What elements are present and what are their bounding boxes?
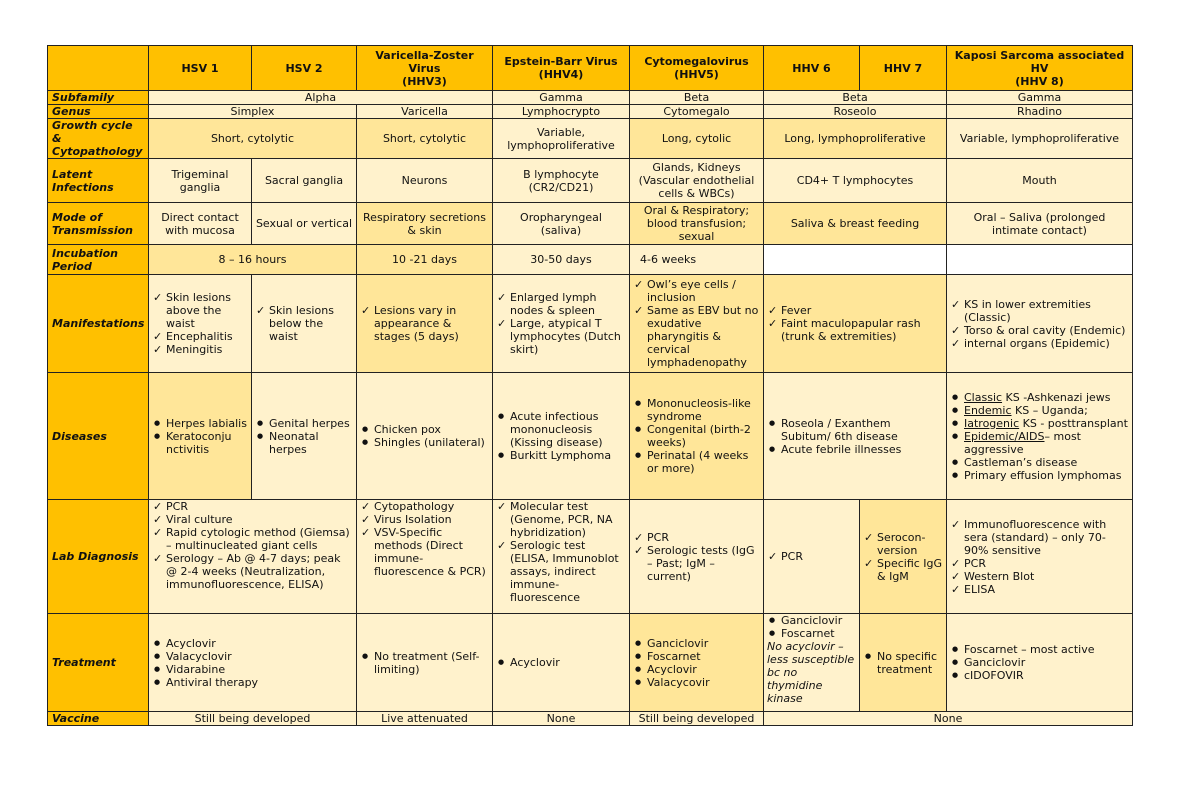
row-vaccine	[48, 712, 1133, 726]
treatment-vzv	[357, 614, 493, 712]
diseases-kshv-other-list	[950, 456, 1129, 482]
kshv-iatrogenic-desc: KS - posttransplant	[1019, 416, 1128, 430]
manifestations-hhv67	[764, 275, 947, 373]
diseases-hsv1	[149, 373, 252, 500]
label-treatment: Treatment	[48, 614, 149, 712]
latent-cmv-line2: (Vascular endothelial	[638, 174, 755, 187]
treatment-cmv-list	[633, 637, 760, 689]
diseases-hhv67	[764, 373, 947, 500]
lab-hsv	[149, 500, 357, 614]
label-transmission	[48, 203, 149, 245]
label-mode-line2: Transmission	[52, 223, 134, 237]
list-item: ✓ Enlarged lymph nodes & spleen	[510, 291, 626, 317]
lab-cmv	[630, 500, 764, 614]
latent-ebv-line1: B lymphocyte	[523, 167, 599, 181]
latent-ebv-line2: (CR2/CD21)	[528, 180, 594, 194]
treatment-vzv-list	[360, 650, 489, 676]
list-item: ● Ganciclovir	[647, 637, 760, 650]
header-hhv7: HHV 7	[860, 46, 947, 91]
lab-cmv-list	[633, 531, 760, 583]
latent-hsv1-line2: ganglia	[179, 180, 221, 194]
manifestations-hsv2-list	[255, 304, 353, 343]
list-item: ● cIDOFOVIR	[964, 669, 1129, 682]
lab-kshv	[947, 500, 1133, 614]
list-item: ● Foscarnet	[647, 650, 760, 663]
treatment-hsv-list	[152, 637, 353, 689]
label-incub-line2: Period	[52, 259, 92, 273]
diseases-hsv2-list	[255, 417, 353, 456]
treatment-hhv6-list	[767, 614, 856, 640]
header-vzv-line2: (HHV3)	[402, 74, 447, 88]
label-subfamily: Subfamily	[48, 91, 149, 105]
kshv-epidemic-term: Epidemic/AIDS	[964, 429, 1045, 443]
growth-ebv-line1: Variable,	[536, 125, 586, 139]
genus-vzv: Varicella	[357, 105, 493, 119]
growth-hhv67: Long, lymphoproliferative	[764, 119, 947, 159]
treatment-ebv	[493, 614, 630, 712]
mode-cmv	[630, 203, 764, 245]
header-ebv	[493, 46, 630, 91]
kshv-classic-desc: KS -Ashkenazi jews	[1002, 390, 1111, 404]
header-cmv-line1: Cytomegalovirus	[644, 55, 749, 68]
treatment-hhv6	[764, 614, 860, 712]
row-diseases	[48, 373, 1133, 500]
mode-vzv-line2: & skin	[407, 223, 442, 237]
kshv-iatrogenic-term: Iatrogenic	[964, 416, 1020, 430]
list-item: ✓ PCR	[781, 550, 856, 563]
subfamily-kshv: Gamma	[947, 91, 1133, 105]
mode-vzv	[357, 203, 493, 245]
treatment-hhv7	[860, 614, 947, 712]
header-cmv-line2: (HHV5)	[674, 68, 719, 81]
list-item: ✓ Specific IgG & IgM	[877, 557, 943, 583]
mode-kshv	[947, 203, 1133, 245]
genus-cmv: Cytomegalo	[630, 105, 764, 119]
diseases-hsv2	[252, 373, 357, 500]
treatment-hsv	[149, 614, 357, 712]
herpesvirus-comparison-table	[47, 45, 1133, 726]
lab-hhv7-list	[863, 531, 943, 583]
mode-cmv-line2: blood transfusion;	[646, 217, 747, 230]
diseases-hsv1-list	[152, 417, 248, 456]
lab-hhv7	[860, 500, 947, 614]
header-ebv-line2: (HHV4)	[538, 68, 584, 81]
mode-cmv-line1: Oral & Respiratory;	[643, 204, 750, 217]
growth-kshv: Variable, lymphoproliferative	[947, 119, 1133, 159]
vaccine-hhv: None	[764, 712, 1133, 726]
vaccine-cmv: Still being developed	[630, 712, 764, 726]
mode-ebv-line2: (saliva)	[540, 223, 582, 237]
list-item: ● Valacyclovir	[166, 650, 353, 663]
vaccine-ebv: None	[493, 712, 630, 726]
list-item: ● Ganciclovir	[781, 614, 856, 627]
header-hsv2: HSV 2	[252, 46, 357, 91]
list-item: ✓ Encephalitis	[166, 330, 248, 343]
incubation-kshv	[947, 245, 1133, 275]
list-item: ● Perinatal (4 weeks or more)	[647, 449, 760, 475]
label-manifestations: Manifestations	[48, 275, 149, 373]
list-item: ✓ Owl’s eye cells / inclusion	[647, 278, 760, 304]
label-mode-line1: Mode of	[52, 210, 103, 224]
treatment-kshv-list	[950, 643, 1129, 682]
latent-ebv	[493, 159, 630, 203]
list-item: ✓ Virus Isolation	[374, 513, 489, 526]
latent-hsv1-line1: Trigeminal	[171, 167, 229, 181]
header-kshv-line1: Kaposi Sarcoma associated	[954, 48, 1125, 62]
mode-kshv-line1: Oral – Saliva (prolonged	[973, 210, 1106, 224]
list-item: ✓ Skin lesions below the waist	[269, 304, 353, 343]
list-item: ✓ Faint maculopapular rash (trunk & extremities)	[781, 317, 943, 343]
row-genus	[48, 105, 1133, 119]
list-item: ● Burkitt Lymphoma	[510, 449, 626, 462]
incubation-ebv: 30-50 days	[493, 245, 630, 275]
latent-cmv	[630, 159, 764, 203]
list-item: ● Herpes labialis	[166, 417, 248, 430]
lab-hhv6	[764, 500, 860, 614]
lab-ebv	[493, 500, 630, 614]
label-latent-line2: Infections	[52, 180, 114, 194]
incubation-hhv67	[764, 245, 947, 275]
lab-ebv-list	[496, 500, 626, 604]
lab-hsv-list	[152, 500, 353, 591]
lab-vzv-list	[360, 500, 489, 578]
row-manifestations	[48, 275, 1133, 373]
growth-ebv-line2: lymphoproliferative	[507, 138, 615, 152]
incubation-cmv: 4-6 weeks	[630, 245, 764, 275]
subfamily-ebv: Gamma	[493, 91, 630, 105]
latent-vzv: Neurons	[357, 159, 493, 203]
latent-hsv1	[149, 159, 252, 203]
list-item: ✓ Skin lesions above the waist	[166, 291, 248, 330]
list-item: ✓ PCR	[647, 531, 760, 544]
list-item: ✓ Rapid cytologic method (Giemsa) – multinucleated giant cells	[166, 526, 353, 552]
list-item: ✓ Cytopathology	[374, 500, 489, 513]
manifestations-cmv-list	[633, 278, 760, 369]
list-item: ● Acute febrile illnesses	[781, 443, 943, 456]
genus-hhv67: Roseolo	[764, 105, 947, 119]
row-latent	[48, 159, 1133, 203]
header-hsv1: HSV 1	[149, 46, 252, 91]
kshv-epidemic-desc: – most aggressive	[964, 429, 1081, 456]
lab-hhv6-list	[767, 550, 856, 563]
list-item: ✓ VSV-Specific methods (Direct immune-fluorescence & PCR)	[374, 526, 489, 578]
list-item: ● Acyclovir	[166, 637, 353, 650]
subfamily-hsv: Alpha	[149, 91, 493, 105]
herpesvirus-comparison-table-wrapper	[47, 45, 1132, 726]
row-subfamily	[48, 91, 1133, 105]
list-item: ● Acute infectious mononucleosis (Kissing disease)	[510, 410, 626, 449]
header-kshv-line2: HV	[1030, 61, 1049, 75]
list-item: ● Foscarnet – most active	[964, 643, 1129, 656]
genus-hsv: Simplex	[149, 105, 357, 119]
latent-cmv-line1: Glands, Kidneys	[652, 161, 741, 174]
list-item: ● Neonatal herpes	[269, 430, 353, 456]
manifestations-hsv1-list	[152, 291, 248, 356]
header-ebv-line1: Epstein-Barr Virus	[504, 55, 618, 68]
list-item: ✓ ELISA	[964, 583, 1129, 596]
list-item: ● Antiviral therapy	[166, 676, 353, 689]
growth-ebv	[493, 119, 630, 159]
latent-kshv: Mouth	[947, 159, 1133, 203]
list-item: ✓ PCR	[166, 500, 353, 513]
list-item: ● Acyclovir	[510, 656, 626, 669]
list-item: ● Mononucleosis-like syndrome	[647, 397, 760, 423]
label-growth-line2: Cytopathology	[52, 145, 143, 158]
mode-hhv67: Saliva & breast feeding	[764, 203, 947, 245]
header-cmv	[630, 46, 764, 91]
list-item: ● No specific treatment	[877, 650, 943, 676]
header-kshv-line3: (HHV 8)	[1015, 74, 1064, 88]
list-item: ✓ Fever	[781, 304, 943, 317]
label-incubation	[48, 245, 149, 275]
list-item: ✓ Serology – Ab @ 4-7 days; peak @ 2-4 weeks (Neutralization, immunofluorescence, ELISA)	[166, 552, 353, 591]
kshv-endemic-desc: KS – Uganda;	[1011, 403, 1088, 417]
manifestations-hsv1	[149, 275, 252, 373]
list-item: ● Vidarabine	[166, 663, 353, 676]
label-lab-diagnosis: Lab Diagnosis	[48, 500, 149, 614]
mode-hsv2: Sexual or vertical	[252, 203, 357, 245]
list-item: ✓ Molecular test (Genome, PCR, NA hybridization)	[510, 500, 626, 539]
row-lab-diagnosis	[48, 500, 1133, 614]
diseases-kshv-list	[950, 391, 1129, 456]
treatment-ebv-list	[496, 656, 626, 669]
diseases-kshv	[947, 373, 1133, 500]
list-item: ● Congenital (birth-2 weeks)	[647, 423, 760, 449]
list-item: ● No treatment (Self-limiting)	[374, 650, 489, 676]
incubation-hsv: 8 – 16 hours	[149, 245, 357, 275]
list-item	[964, 417, 1129, 430]
list-item: ✓ Western Blot	[964, 570, 1129, 583]
header-kshv	[947, 46, 1133, 91]
list-item: ✓ Meningitis	[166, 343, 248, 356]
growth-cmv: Long, cytolic	[630, 119, 764, 159]
label-latent-line1: Latent	[52, 167, 93, 181]
list-item: ● Acyclovir	[647, 663, 760, 676]
list-item: ✓ Torso & oral cavity (Endemic)	[964, 324, 1129, 337]
label-incub-line1: Incubation	[52, 246, 118, 260]
treatment-kshv	[947, 614, 1133, 712]
latent-hsv2: Sacral ganglia	[252, 159, 357, 203]
diseases-cmv-list	[633, 397, 760, 475]
list-item: ● Foscarnet	[781, 627, 856, 640]
diseases-cmv	[630, 373, 764, 500]
list-item: ✓ Large, atypical T lymphocytes (Dutch skirt)	[510, 317, 626, 356]
row-transmission	[48, 203, 1133, 245]
treatment-cmv	[630, 614, 764, 712]
treatment-hhv7-list	[863, 650, 943, 676]
genus-ebv: Lymphocrypto	[493, 105, 630, 119]
label-diseases: Diseases	[48, 373, 149, 500]
list-item: ● Genital herpes	[269, 417, 353, 430]
growth-vzv: Short, cytolytic	[357, 119, 493, 159]
header-vzv-line1: Varicella-Zoster Virus	[375, 48, 474, 75]
diseases-vzv	[357, 373, 493, 500]
mode-hsv1-line1: Direct contact	[161, 210, 239, 224]
mode-cmv-line3: sexual	[678, 230, 715, 243]
manifestations-kshv	[947, 275, 1133, 373]
mode-vzv-line1: Respiratory secretions	[363, 210, 486, 224]
corner-cell	[48, 46, 149, 91]
list-item: ● Primary effusion lymphomas	[964, 469, 1129, 482]
diseases-ebv	[493, 373, 630, 500]
manifestations-hsv2	[252, 275, 357, 373]
list-item	[964, 391, 1129, 404]
kshv-classic-term: Classic	[964, 390, 1003, 404]
manifestations-vzv	[357, 275, 493, 373]
row-incubation	[48, 245, 1133, 275]
genus-kshv: Rhadino	[947, 105, 1133, 119]
lab-vzv	[357, 500, 493, 614]
label-growth-line1: Growth cycle &	[52, 119, 133, 145]
label-genus: Genus	[48, 105, 149, 119]
list-item: ✓ Same as EBV but no exudative pharyngitis & cervical lymphadenopathy	[647, 304, 760, 369]
header-row	[48, 46, 1133, 91]
manifestations-ebv	[493, 275, 630, 373]
incubation-vzv: 10 -21 days	[357, 245, 493, 275]
list-item: ✓ Viral culture	[166, 513, 353, 526]
list-item: ✓ Serocon-version	[877, 531, 943, 557]
kshv-endemic-term: Endemic	[964, 403, 1012, 417]
lab-kshv-list	[950, 518, 1129, 596]
latent-cmv-line3: cells & WBCs)	[658, 187, 735, 200]
list-item: ✓ Immunofluorescence with sera (standard) – only 70-90% sensitive	[964, 518, 1129, 557]
label-latent	[48, 159, 149, 203]
list-item: ✓ internal organs (Epidemic)	[964, 337, 1129, 350]
label-growth-cycle	[48, 119, 149, 159]
vaccine-hsv: Still being developed	[149, 712, 357, 726]
row-growth-cycle	[48, 119, 1133, 159]
list-item	[964, 430, 1129, 456]
list-item: ● Chicken pox	[374, 423, 489, 436]
diseases-hhv67-list	[767, 417, 943, 456]
manifestations-hhv67-list	[767, 304, 943, 343]
mode-hsv1	[149, 203, 252, 245]
list-item: ● Roseola / Exanthem Subitum/ 6th disease	[781, 417, 943, 443]
list-item: ● Ganciclovir	[964, 656, 1129, 669]
list-item: ● Castleman’s disease	[964, 456, 1129, 469]
manifestations-ebv-list	[496, 291, 626, 356]
header-vzv	[357, 46, 493, 91]
row-treatment	[48, 614, 1133, 712]
growth-hsv: Short, cytolytic	[149, 119, 357, 159]
diseases-ebv-list	[496, 410, 626, 462]
list-item: ● Valacycovir	[647, 676, 760, 689]
manifestations-kshv-list	[950, 298, 1129, 350]
list-item: ● Keratoconju nctivitis	[166, 430, 248, 456]
latent-hhv67: CD4+ T lymphocytes	[764, 159, 947, 203]
list-item: ✓ Serologic test (ELISA, Immunoblot assays, indirect immune-fluorescence	[510, 539, 626, 604]
label-vaccine: Vaccine	[48, 712, 149, 726]
vaccine-vzv: Live attenuated	[357, 712, 493, 726]
manifestations-vzv-list	[360, 304, 489, 343]
list-item: ✓ Lesions vary in appearance & stages (5 days)	[374, 304, 489, 343]
subfamily-cmv: Beta	[630, 91, 764, 105]
list-item: ✓ KS in lower extremities (Classic)	[964, 298, 1129, 324]
list-item: ✓ Serologic tests (IgG – Past; IgM – current)	[647, 544, 760, 583]
list-item: ✓ PCR	[964, 557, 1129, 570]
list-item	[964, 404, 1129, 417]
manifestations-cmv	[630, 275, 764, 373]
mode-ebv-line1: Oropharyngeal	[520, 210, 602, 224]
mode-ebv	[493, 203, 630, 245]
mode-kshv-line2: intimate contact)	[992, 223, 1087, 237]
treatment-hhv6-note: No acyclovir – less susceptible bc no thymidine kinase	[767, 640, 855, 705]
header-hhv6: HHV 6	[764, 46, 860, 91]
subfamily-hhv67: Beta	[764, 91, 947, 105]
list-item: ● Shingles (unilateral)	[374, 436, 489, 449]
mode-hsv1-line2: with mucosa	[165, 223, 235, 237]
diseases-vzv-list	[360, 423, 489, 449]
